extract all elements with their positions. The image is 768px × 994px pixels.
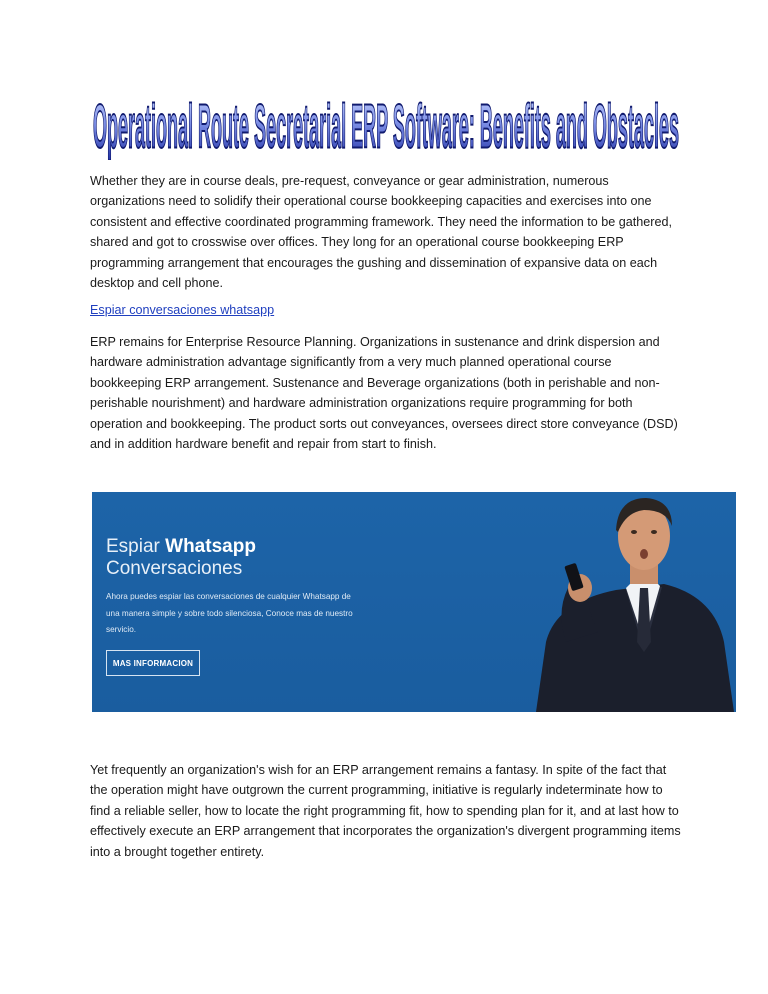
more-info-button[interactable]: MAS INFORMACION	[106, 650, 200, 676]
document-title-text: Operational Route Secretarial ERP Software: Benefits and Obstacles	[92, 91, 679, 160]
banner-title-line2: Conversaciones	[106, 558, 243, 579]
whatsapp-link[interactable]: Espiar conversaciones whatsapp	[90, 303, 275, 317]
whatsapp-ad-banner[interactable]	[92, 492, 736, 712]
banner-title-light: Espiar	[106, 536, 160, 557]
closing-paragraph: Yet frequently an organization's wish for an ERP arrangement remains a fantasy. In spite of the fact that the operation might have outgrown the current programming, initiative is regularly indeterminate how to find a reliable seller, how to locate the right programming fit, how to spending plan for it, and at last how to effectively execute an ERP arrangement that incorporates the organization's divergent programming items into a brought together entirety.	[90, 763, 681, 859]
banner-subtitle: Ahora puedes espiar las conversaciones de cualquier Whatsapp de una manera simple y sobre todo silenciosa, Conoce mas de nuestro servicio.	[106, 592, 353, 634]
erp-paragraph: ERP remains for Enterprise Resource Planning. Organizations in sustenance and drink dispersion and hardware administration advantage significantly from a very much planned operational course bookkeeping ERP arrangement. Sustenance and Beverage organizations (both in perishable and non-perishable nourishment) and hardware administration organizations require programming for both operation and bookkeeping. The product sorts out conveyances, oversees direct store conveyance (DSD) and in addition hardware benefit and repair from start to finish.	[90, 335, 678, 452]
intro-paragraph: Whether they are in course deals, pre-request, conveyance or gear administration, numerous organizations need to solidify their operational course bookkeeping capacities and exercises into one consistent and effective coordinated programming framework. They need the information to be gathered, shared and got to crosswise over offices. They long for an operational course bookkeeping ERP programming arrangement that encourages the gushing and dissemination of expansive data on each desktop and cell phone.	[90, 174, 672, 291]
document-title	[88, 88, 684, 160]
banner-title-bold: Whatsapp	[165, 536, 256, 557]
banner-title	[106, 536, 256, 580]
link-paragraph	[90, 300, 682, 320]
businessman-with-phone-image	[476, 492, 736, 712]
